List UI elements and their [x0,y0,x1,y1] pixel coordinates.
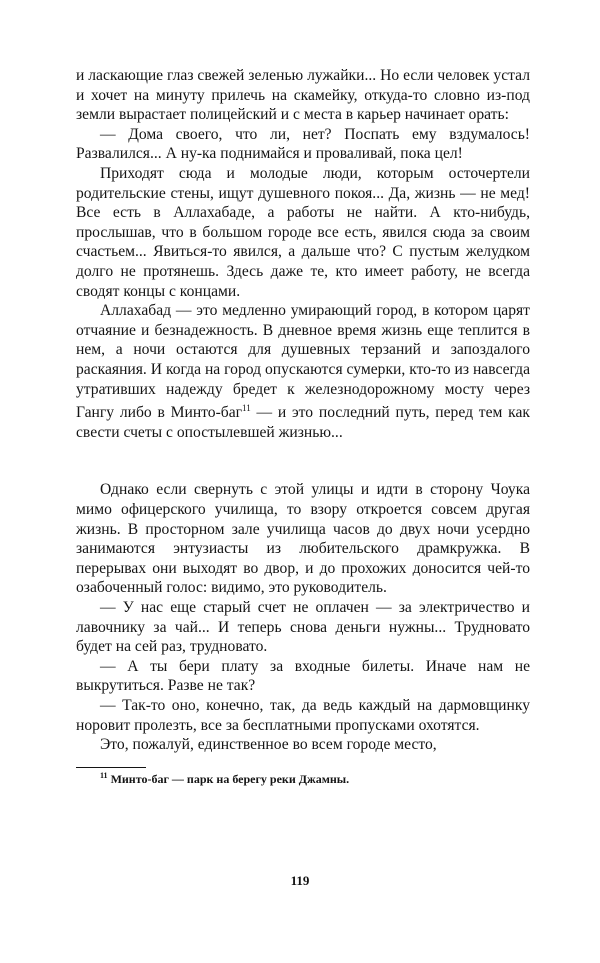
paragraph-7: — А ты бери плату за входные билеты. Иначе нам не выкрутиться. Разве не так? [76,657,530,695]
paragraph-9: Это, пожалуй, единственное во всем городе место, [100,736,437,754]
footnote [76,768,530,787]
paragraph-2: — Дома своего, что ли, нет? Поспать ему вздумалось! Развалился... А ну-ка поднимайся и проваливай, пока цел! [76,125,530,163]
paragraph-8: — Так-то оно, конечно, так, да ведь каждый на дармовщинку норовит пролезть, все за бесплатными пропусками охотятся. [76,697,530,734]
section-gap [76,442,530,480]
paragraph-3: Приходят сюда и молодые люди, которым осточертели родительские стены, ищут душевного покоя... Да, жизнь — не мед! Все есть в Аллахабаде, а работы не найти. А кто-нибудь, прослышав, что в большом городе все есть, явился сюда за своим счастьем... Явиться-то явился, а дальше что? С пустым желудком долго не протянешь. Здесь даже те, кто имеет работу, не всегда сводят концы с концами. [76,164,530,300]
page-number: 119 [290,873,310,888]
paragraph-4-text-b: — и это последний путь, перед тем как свести счеты с опостылевшей жизнью... [76,404,530,441]
paragraph-4-text-a: Аллахабад — это медленно умирающий город, в котором царят отчаяние и безнадежность. В дневное время жизнь еще теплится в нем, а ночи остаются для душевных терзаний и запоздалого раскаяния. И когда на город опускаются сумерки, кто-то из навсегда утративших надежду бредет к железнодорожному мосту через Гангу либо в Минто-баг [76,302,530,422]
paragraph-5: Однако если свернуть с этой улицы и идти в сторону Чоука мимо офицерского училища, то взору откроется совсем другая жизнь. В просторном зале училища часов до двух ночи усердно занимаются энтузиасты из любительского драмкружка. В перерывах они выходят во двор, и до прохожих доносится чей-то озабоченный голос: видимо, это руководитель. [76,481,530,597]
footnote-marker: 11 [100,770,108,780]
footnote-reference: 11 [242,403,251,414]
paragraph-6: — У нас еще старый счет не оплачен — за электричество и лавочнику за чай... И теперь снова деньги нужны... Трудновато будет на сей раз, трудновато. [76,599,530,656]
footnote-text: Минто-баг — парк на берегу реки Джамны. [110,771,350,786]
book-page [76,66,530,787]
paragraph-4 [76,301,530,442]
paragraph-1: и ласкающие глаз свежей зеленью лужайки... Но если человек устал и хочет на минуту прилечь на скамейку, откуда-то словно из-под земли вырастает полицейский и с места в карьер начинает орать: [76,67,530,124]
